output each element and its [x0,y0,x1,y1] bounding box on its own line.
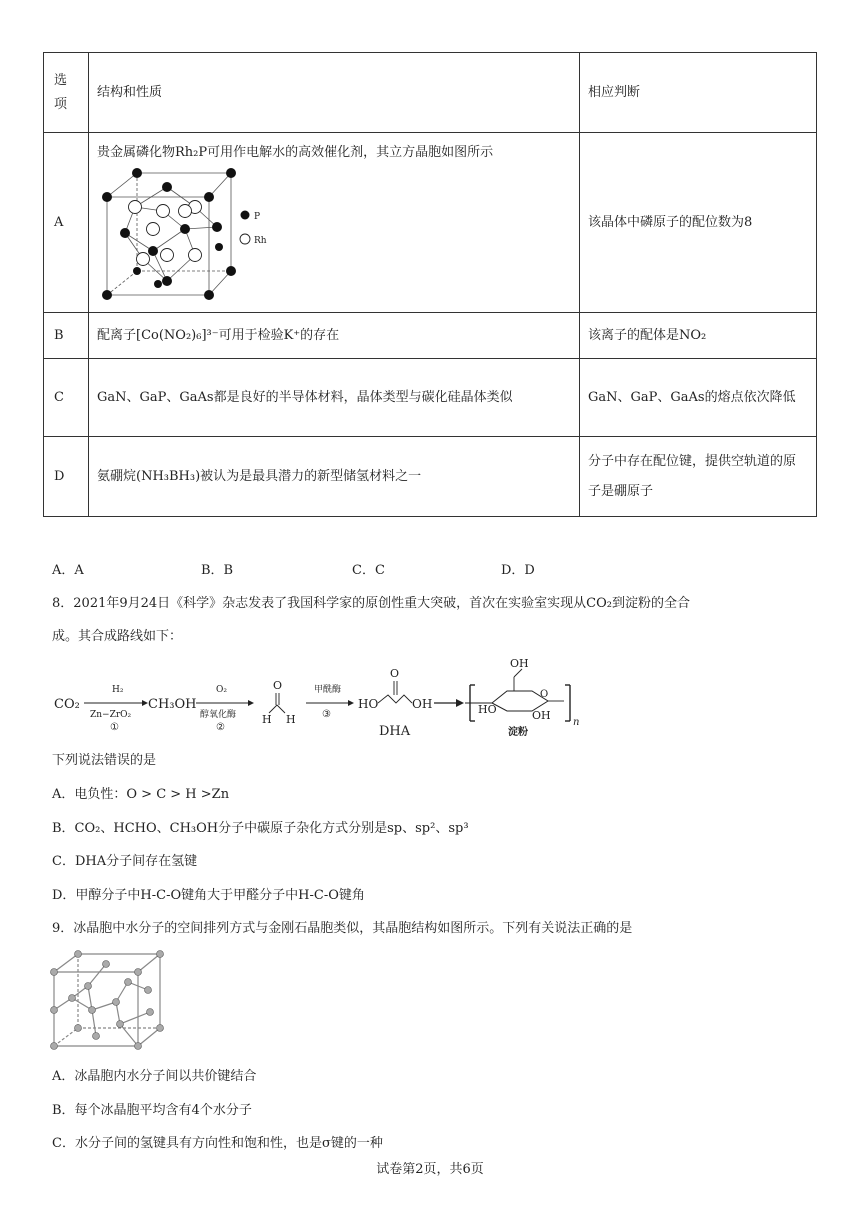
scheme-h2: H₂ [112,685,124,695]
table-row-d [44,437,817,517]
row-a-structure [89,133,580,313]
table-row-c [44,359,817,437]
scheme-catalyst1: Zn−ZrO₂ [90,710,132,720]
q7-option-b: B．B [201,563,234,578]
row-b-key: B [44,313,89,359]
q7-option-a: A．A [52,563,84,578]
page-footer: 试卷第2页，共6页 [376,1162,484,1177]
row-c-judgement: GaN、GaP、GaAs的熔点依次降低 [580,359,817,437]
dha-label: DHA [379,724,411,739]
starch-n: n [573,717,580,728]
q8-question: 下列说法错误的是 [52,753,157,768]
scheme-enzyme2: 醇氧化酶 [200,710,237,720]
legend-p-marker [241,211,250,220]
q9-option-a: A．冰晶胞内水分子间以共价键结合 [52,1069,257,1084]
header-structure: 结构和性质 [89,53,580,133]
scheme-step1: ① [110,722,119,733]
q9-stem: 9．冰晶胞中水分子的空间排列方式与金刚石晶胞类似，其晶胞结构如图所示。下列有关说法正确的是 [52,921,633,936]
legend-p-label: P [254,212,261,222]
row-c-structure: GaN、GaP、GaAs都是良好的半导体材料，晶体类型与碳化硅晶体类似 [89,359,580,437]
row-d-judgement: 分子中存在配位键，提供空轨道的原子是硼原子 [580,437,817,517]
starch-oh-top: OH [510,657,529,670]
starch-oh: OH [532,709,551,722]
formaldehyde-o: O [273,679,283,692]
row-b-judgement: 该离子的配体是NO₂ [580,313,817,359]
header-judgement: 相应判断 [580,53,817,133]
q9-option-b: B．每个冰晶胞平均含有4个水分子 [52,1103,252,1118]
q8-option-a: A．电负性：O > C > H >Zn [52,787,230,802]
header-option [44,53,89,133]
scheme-co2: CO₂ [54,697,80,712]
row-c-key: C [44,359,89,437]
q9-option-c: C．水分子间的氢键具有方向性和饱和性，也是σ键的一种 [52,1136,383,1151]
table-row-b [44,313,817,359]
scheme-step2: ② [216,722,225,733]
row-d-key: D [44,437,89,517]
starch-ho: HO [478,703,497,716]
question-7-table [43,52,817,517]
scheme-step3: ③ [322,709,331,720]
scheme-methanol: CH₃OH [148,697,197,712]
dha-ho: HO [358,697,379,711]
q7-option-c: C．C [352,563,385,578]
starch-ring-o: O [540,689,549,700]
row-a-key: A [44,133,89,313]
formaldehyde-h-right: H [286,713,296,726]
rh2p-unit-cell-diagram [97,167,297,302]
scheme-o2: O₂ [216,685,227,695]
q8-option-c: C．DHA分子间存在氢键 [52,854,198,869]
q8-option-d: D．甲醇分子中H-C-O键角大于甲醛分子中H-C-O键角 [52,888,365,903]
row-a-structure-text: 贵金属磷化物Rh₂P可用作电解水的高效催化剂，其立方晶胞如图所示 [97,145,494,160]
table-header-row [44,53,817,133]
scheme-enzyme3: 甲酰酶 [314,685,342,695]
starch-label: 淀粉 [508,727,528,738]
dha-oh: OH [412,697,433,711]
legend-rh-marker [240,234,250,244]
formaldehyde-h-left: H [262,713,272,726]
q7-option-d: D．D [501,563,535,578]
dha-o: O [390,667,400,680]
q8-stem-line1: 8．2021年9月24日《科学》杂志发表了我国科学家的原创性重大突破，首次在实验室实现从CO₂到淀粉的全合 [52,596,690,611]
table-row-a [44,133,817,313]
q8-stem-line2: 成。其合成路线如下： [52,629,183,644]
row-b-structure: 配离子[Co(NO₂)₆]³⁻可用于检验K⁺的存在 [89,313,580,359]
ice-unit-cell-diagram [48,950,168,1056]
q8-option-b: B．CO₂、HCHO、CH₃OH分子中碳原子杂化方式分别是sp、sp²、sp³ [52,821,469,836]
row-d-structure: 氨硼烷(NH₃BH₃)被认为是最具潜力的新型储氢材料之一 [89,437,580,517]
legend-rh-label: Rh [254,236,267,246]
synthesis-route-scheme [52,655,592,745]
header-option-text: 选项 [54,72,68,112]
row-a-judgement: 该晶体中磷原子的配位数为8 [580,133,817,313]
